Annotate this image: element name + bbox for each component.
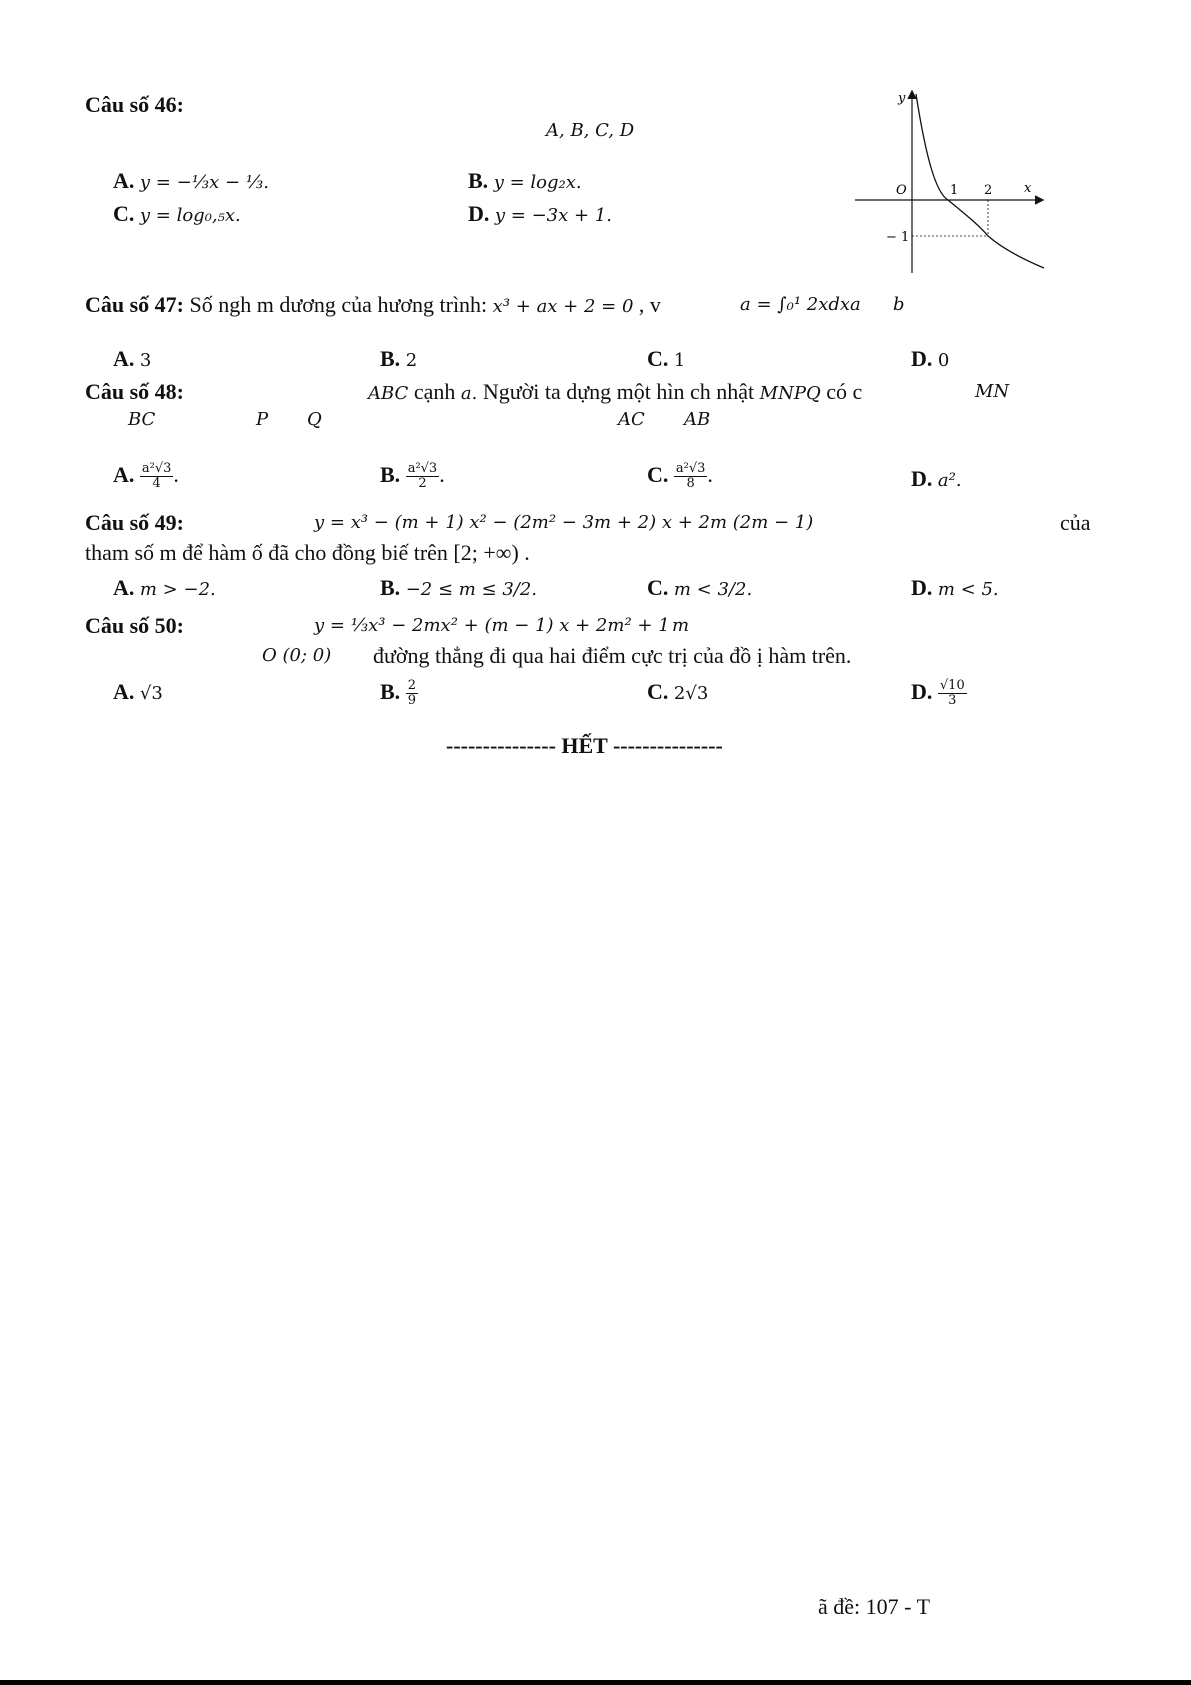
q50-d-frac: $\frac{√10}{3}$	[939, 678, 965, 709]
q47-option-b[interactable]	[380, 346, 417, 372]
q47-c-label: C.	[647, 346, 669, 371]
q49-d-label: D.	[911, 575, 933, 600]
q49-c-label: C.	[647, 575, 669, 600]
q49-a-text: m > −2.	[139, 579, 216, 600]
q50-option-d[interactable]	[911, 679, 967, 709]
q47-text2: , v	[638, 292, 661, 317]
q49-label: Câu số 49:	[85, 510, 185, 535]
q48-mnpq: MNPQ	[759, 383, 821, 404]
q49-b-label: B.	[380, 575, 401, 600]
q48-mn: MN	[975, 381, 1010, 402]
q48-p: P	[256, 409, 269, 430]
q48-c-label: C.	[647, 462, 669, 487]
q47-b-label: B.	[380, 346, 401, 371]
q48-bc: BC	[128, 409, 156, 430]
q46-c-label: C.	[113, 201, 135, 226]
q46-b-label: B.	[468, 168, 489, 193]
q49-option-c[interactable]	[647, 575, 752, 601]
q47-c-text: 1	[673, 350, 686, 371]
q50-label: Câu số 50:	[85, 613, 185, 638]
q47-a-label: A.	[113, 346, 135, 371]
q48-d-label: D.	[911, 466, 933, 491]
q50-b-frac: $\frac{2}{9}$	[407, 678, 416, 709]
q46-graph	[850, 88, 1050, 278]
q47-b-sym: b	[893, 294, 905, 315]
q46-d-text: y = −3x + 1.	[494, 205, 612, 226]
q46-option-c[interactable]	[113, 201, 241, 227]
q50-equation: y = ⅓x³ − 2mx² + (m − 1) x + 2m² + 1	[314, 615, 670, 636]
q49-d-text: m < 5.	[937, 579, 999, 600]
q47-text1: Số ngh m dương của hương trình:	[189, 292, 488, 317]
q49-line2: tham số m để hàm ố đã cho đồng biế trên [2; +∞) .	[85, 540, 530, 565]
origin-label: O	[896, 183, 907, 198]
q46-c-text: y = log₀,₅x.	[139, 205, 241, 226]
q50-origin: O (0; 0)	[262, 645, 332, 666]
q46-a-label: A.	[113, 168, 135, 193]
q48-b-label: B.	[380, 462, 401, 487]
q48-d-text: a².	[937, 470, 962, 491]
x-label: x	[1024, 181, 1032, 196]
q46-a-text: y = −⅓x − ⅓.	[139, 172, 269, 193]
q46-subtitle: A, B, C, D	[546, 120, 635, 141]
q47-a-sym: a	[850, 294, 861, 315]
q48-b-frac: $\frac{\text{a²√3}}{2}$	[407, 461, 438, 492]
q47-a-text: 3	[139, 350, 152, 371]
y-label: y	[898, 91, 906, 106]
q48-ac: AC	[618, 409, 645, 430]
q48-text1: cạnh	[413, 379, 456, 404]
q49-option-b[interactable]	[380, 575, 537, 601]
bottom-rule	[0, 1680, 1191, 1685]
q46-label: Câu số 46:	[85, 92, 185, 117]
q49-a-label: A.	[113, 575, 135, 600]
footer-code: ã đề: 107 - T	[818, 1594, 931, 1619]
q47-b-text: 2	[405, 350, 418, 371]
q48-option-d[interactable]	[911, 466, 962, 492]
q48-c-frac: $\frac{\text{a²√3}}{8}$	[675, 461, 706, 492]
q48-option-c[interactable]: C. $\frac{\text{a²√3}}{8}$ .	[647, 461, 713, 492]
q50-a-label: A.	[113, 679, 135, 704]
q47-integral: a = ∫₀¹ 2xdx	[740, 294, 851, 315]
q46-option-d[interactable]	[468, 201, 612, 227]
q50-c-text: 2√3	[673, 683, 709, 704]
q47-option-a[interactable]	[113, 346, 151, 372]
q46-option-a[interactable]	[113, 168, 269, 194]
q47-option-c[interactable]	[647, 346, 685, 372]
q47-label: Câu số 47:	[85, 292, 185, 317]
q48-abc: ABC	[368, 383, 409, 404]
q48-a-label: A.	[113, 462, 135, 487]
tick-neg1: − 1	[886, 230, 910, 245]
q50-option-b[interactable]	[380, 679, 418, 709]
q46-d-label: D.	[468, 201, 490, 226]
q46-option-b[interactable]	[468, 168, 582, 194]
q49-option-a[interactable]	[113, 575, 216, 601]
q48-a-frac: $\frac{\text{a²√3}}{4}$	[141, 461, 172, 492]
q47-stem	[85, 292, 661, 318]
q48-stem	[368, 379, 862, 405]
q46-b-text: y = log₂x.	[493, 172, 582, 193]
q47-equation: x³ + ax + 2 = 0	[492, 296, 634, 317]
q49-cua: của	[1060, 510, 1091, 535]
q48-option-a[interactable]: A. $\frac{\text{a²√3}}{4}$ .	[113, 461, 179, 492]
q47-d-text: 0	[937, 350, 950, 371]
q50-c-label: C.	[647, 679, 669, 704]
q49-b-text: −2 ≤ m ≤ 3/2.	[405, 579, 538, 600]
tick-2: 2	[984, 183, 993, 198]
q49-option-d[interactable]	[911, 575, 999, 601]
tick-1: 1	[950, 183, 959, 198]
q49-c-text: m < 3/2.	[673, 579, 753, 600]
q50-a-text: √3	[139, 683, 163, 704]
q48-text2: Người ta dựng một hìn ch nhật	[482, 379, 755, 404]
q50-d-label: D.	[911, 679, 933, 704]
q48-q: Q	[307, 409, 322, 430]
q48-option-b[interactable]: B. $\frac{\text{a²√3}}{2}$ .	[380, 461, 445, 492]
end-marker: --------------- HẾT ---------------	[446, 733, 723, 758]
q47-d-label: D.	[911, 346, 933, 371]
q50-m-sym: m	[672, 615, 690, 636]
q48-ab: AB	[684, 409, 711, 430]
q48-a-sym: a.	[460, 383, 478, 404]
q50-line2: đường thẳng đi qua hai điểm cực trị của đồ ị hàm trên.	[373, 643, 852, 668]
q50-b-label: B.	[380, 679, 401, 704]
q48-text3: có c	[826, 379, 863, 404]
q50-option-a[interactable]	[113, 679, 163, 705]
q47-option-d[interactable]	[911, 346, 949, 372]
q50-option-c[interactable]	[647, 679, 708, 705]
q48-label: Câu số 48:	[85, 379, 185, 404]
q49-equation: y = x³ − (m + 1) x² − (2m² − 3m + 2) x + 2m (2m − 1)	[314, 512, 814, 533]
